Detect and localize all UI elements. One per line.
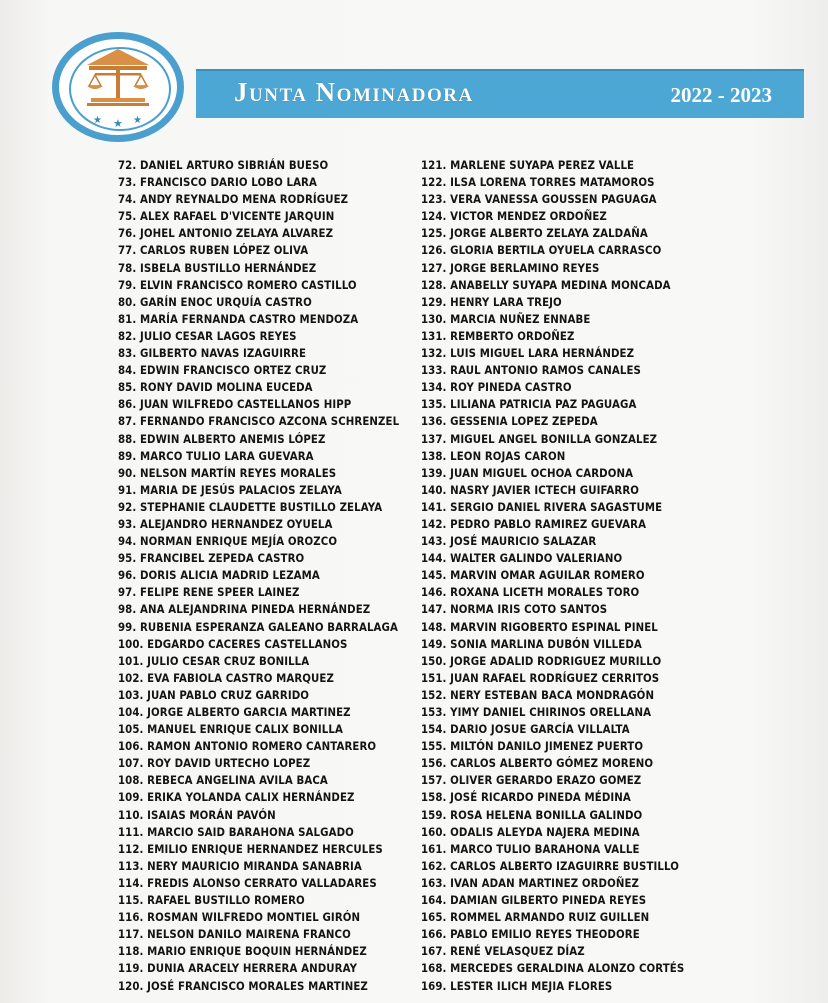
nominee-entry: 145. MARVIN OMAR AGUILAR ROMERO [421,568,645,583]
nominee-entry: 148. MARVIN RIGOBERTO ESPINAL PINEL [421,619,658,634]
nominee-entry: 76. JOHEL ANTONIO ZELAYA ALVAREZ [118,226,334,241]
nominee-entry: 150. JORGE ADALID RODRIGUEZ MURILLO [421,653,662,668]
nominee-list-right [421,157,720,995]
nominee-entry: 111. MARCIO SAID BARAHONA SALGADO [118,824,354,839]
nominee-entry: 98. ANA ALEJANDRINA PINEDA HERNÁNDEZ [118,602,371,617]
nominee-entry: 112. EMILIO ENRIQUE HERNANDEZ HERCULES [118,841,383,856]
nominee-entry: 164. DAMIAN GILBERTO PINEDA REYES [421,893,647,908]
nominee-entry: 86. JUAN WILFREDO CASTELLANOS HIPP [118,397,352,412]
nominee-entry: 154. DARIO JOSUE GARCÍA VILLALTA [421,722,630,737]
nominee-entry: 160. ODALIS ALEYDA NAJERA MEDINA [421,824,640,839]
nominee-entry: 89. MARCO TULIO LARA GUEVARA [118,448,314,463]
nominee-entry: 108. REBECA ANGELINA AVILA BACA [118,773,328,788]
nominee-entry: 105. MANUEL ENRIQUE CALIX BONILLA [118,722,343,737]
nominee-entry: 78. ISBELA BUSTILLO HERNÁNDEZ [118,260,317,275]
nominee-entry: 157. OLIVER GERARDO ERAZO GOMEZ [421,773,642,788]
nominee-entry: 115. RAFAEL BUSTILLO ROMERO [118,893,305,908]
header-title: Junta Nominadora [234,77,474,107]
nominee-entry: 91. MARIA DE JESÚS PALACIOS ZELAYA [118,482,342,497]
nominee-entry: 120. JOSÉ FRANCISCO MORALES MARTINEZ [118,978,368,993]
nominee-entry: 81. MARÍA FERNANDA CASTRO MENDOZA [118,311,359,326]
nominee-entry: 128. ANABELLY SUYAPA MEDINA MONCADA [421,277,671,292]
nominee-entry: 77. CARLOS RUBEN LÓPEZ OLIVA [118,243,309,258]
nominee-entry: 119. DUNIA ARACELY HERRERA ANDURAY [118,961,358,976]
nominee-entry: 149. SONIA MARLINA DUBÓN VILLEDA [421,636,642,651]
nominee-entry: 143. JOSÉ MAURICIO SALAZAR [421,534,597,549]
nominee-entry: 113. NERY MAURICIO MIRANDA SANABRIA [118,858,362,873]
nominee-entry: 124. VICTOR MENDEZ ORDOÑEZ [421,209,607,224]
nominee-entry: 156. CARLOS ALBERTO GÓMEZ MORENO [421,756,654,771]
nominee-entry: 103. JUAN PABLO CRUZ GARRIDO [118,687,310,702]
nominee-entry: 83. GILBERTO NAVAS IZAGUIRRE [118,346,307,361]
nominee-entry: 74. ANDY REYNALDO MENA RODRÍGUEZ [118,192,349,207]
nominee-entry: 79. ELVIN FRANCISCO ROMERO CASTILLO [118,277,357,292]
nominee-entry: 134. ROY PINEDA CASTRO [421,380,572,395]
nominee-entry: 158. JOSÉ RICARDO PINEDA MÉDINA [421,790,631,805]
nominee-entry: 104. JORGE ALBERTO GARCIA MARTINEZ [118,705,351,719]
nominee-entry: 106. RAMON ANTONIO ROMERO CANTARERO [118,739,377,754]
nominee-entry: 84. EDWIN FRANCISCO ORTEZ CRUZ [118,363,327,378]
nominee-entry: 163. IVAN ADAN MARTINEZ ORDOÑEZ [421,875,640,890]
nominee-entry: 110. ISAIAS MORÁN PAVÓN [118,807,276,822]
svg-text:★: ★ [133,115,142,126]
nominee-entry: 125. JORGE ALBERTO ZELAYA ZALDAÑA [421,226,648,241]
nominee-entry: 118. MARIO ENRIQUE BOQUIN HERNÁNDEZ [118,944,367,959]
nominee-entry: 114. FREDIS ALONSO CERRATO VALLADARES [118,875,377,890]
header-banner [196,69,804,118]
nominee-entry: 141. SERGIO DANIEL RIVERA SAGASTUME [421,499,663,514]
nominee-entry: 93. ALEJANDRO HERNANDEZ OYUELA [118,516,333,531]
nominee-entry: 152. NERY ESTEBAN BACA MONDRAGÓN [421,687,655,702]
nominee-entry: 167. RENÉ VELASQUEZ DÍAZ [421,944,585,959]
nominee-entry: 123. VERA VANESSA GOUSSEN PAGUAGA [421,192,657,207]
nominee-entry: 73. FRANCISCO DARIO LOBO LARA [118,175,317,190]
nominee-entry: 94. NORMAN ENRIQUE MEJÍA OROZCO [118,534,338,549]
nominee-entry: 166. PABLO EMILIO REYES THEODORE [421,927,640,942]
nominee-entry: 101. JULIO CESAR CRUZ BONILLA [118,653,310,668]
nominee-entry: 159. ROSA HELENA BONILLA GALINDO [421,807,643,822]
header-years: 2022 - 2023 [670,83,772,107]
nominee-entry: 136. GESSENIA LOPEZ ZEPEDA [421,414,598,429]
nominee-entry: 153. YIMY DANIEL CHIRINOS ORELLANA [421,705,652,719]
nominee-entry: 82. JULIO CESAR LAGOS REYES [118,328,297,343]
nominee-entry: 130. MARCIA NUÑEZ ENNABE [421,311,591,326]
nominee-entry: 127. JORGE BERLAMINO REYES [421,260,600,275]
nominee-entry: 132. LUIS MIGUEL LARA HERNÁNDEZ [421,346,635,361]
nominee-entry: 169. LESTER ILICH MEJIA FLORES [421,978,613,993]
nominee-entry: 133. RAUL ANTONIO RAMOS CANALES [421,363,641,378]
nominee-entry: 142. PEDRO PABLO RAMIREZ GUEVARA [421,516,647,531]
nominee-entry: 96. DORIS ALICIA MADRID LEZAMA [118,568,320,583]
nominee-entry: 116. ROSMAN WILFREDO MONTIEL GIRÓN [118,910,361,925]
nominee-entry: 131. REMBERTO ORDOÑEZ [421,328,575,343]
nominee-entry: 95. FRANCIBEL ZEPEDA CASTRO [118,551,305,566]
nominee-entry: 92. STEPHANIE CLAUDETTE BUSTILLO ZELAYA [118,499,383,514]
nominee-entry: 88. EDWIN ALBERTO ANEMIS LÓPEZ [118,431,326,446]
nominee-entry: 146. ROXANA LICETH MORALES TORO [421,585,640,600]
nominee-entry: 90. NELSON MARTÍN REYES MORALES [118,465,337,480]
nominee-entry: 107. ROY DAVID URTECHO LOPEZ [118,756,311,771]
nominee-entry: 122. ILSA LORENA TORRES MATAMOROS [421,175,655,190]
nominee-entry: 100. EDGARDO CACERES CASTELLANOS [118,636,348,651]
nominee-entry: 121. MARLENE SUYAPA PEREZ VALLE [421,158,635,172]
nominee-entry: 155. MILTÓN DANILO JIMENEZ PUERTO [421,739,644,754]
nominee-entry: 138. LEON ROJAS CARON [421,448,566,463]
nominee-entry: 129. HENRY LARA TREJO [421,294,562,309]
svg-text:★: ★ [113,117,123,130]
nominee-list-left [118,157,438,995]
nominee-entry: 85. RONY DAVID MOLINA EUCEDA [118,380,313,395]
nominee-entry: 75. ALEX RAFAEL D'VICENTE JARQUIN [118,209,335,224]
nominee-entry: 109. ERIKA YOLANDA CALIX HERNÁNDEZ [118,790,355,805]
nominee-entry: 165. ROMMEL ARMANDO RUIZ GUILLEN [421,910,650,925]
nominee-entry: 151. JUAN RAFAEL RODRÍGUEZ CERRITOS [421,670,660,685]
nominee-entry: 137. MIGUEL ANGEL BONILLA GONZALEZ [421,431,658,446]
nominee-entry: 139. JUAN MIGUEL OCHOA CARDONA [421,465,634,480]
nominee-entry: 140. NASRY JAVIER ICTECH GUIFARRO [421,482,640,497]
nominee-entry: 99. RUBENIA ESPERANZA GALEANO BARRALAGA [118,619,398,634]
scales-of-justice-icon [59,39,177,135]
junta-nominadora-logo [52,32,184,142]
nominee-entry: 168. MERCEDES GERALDINA ALONZO CORTÉS [421,961,685,976]
nominee-entry: 97. FELIPE RENE SPEER LAINEZ [118,585,300,600]
nominee-entry: 147. NORMA IRIS COTO SANTOS [421,602,608,617]
nominee-entry: 162. CARLOS ALBERTO IZAGUIRRE BUSTILLO [421,858,680,873]
nominee-entry: 87. FERNANDO FRANCISCO AZCONA SCHRENZEL [118,414,400,429]
nominee-entry: 126. GLORIA BERTILA OYUELA CARRASCO [421,243,662,258]
nominee-entry: 80. GARÍN ENOC URQUÍA CASTRO [118,294,312,309]
nominee-entry: 144. WALTER GALINDO VALERIANO [421,551,623,566]
nominee-entry: 161. MARCO TULIO BARAHONA VALLE [421,841,640,856]
nominee-entry: 102. EVA FABIOLA CASTRO MARQUEZ [118,670,334,685]
svg-text:★: ★ [93,115,102,126]
nominee-entry: 117. NELSON DANILO MAIRENA FRANCO [118,927,351,942]
nominee-entry: 72. DANIEL ARTURO SIBRIÁN BUESO [118,158,329,172]
nominee-entry: 135. LILIANA PATRICIA PAZ PAGUAGA [421,397,637,412]
